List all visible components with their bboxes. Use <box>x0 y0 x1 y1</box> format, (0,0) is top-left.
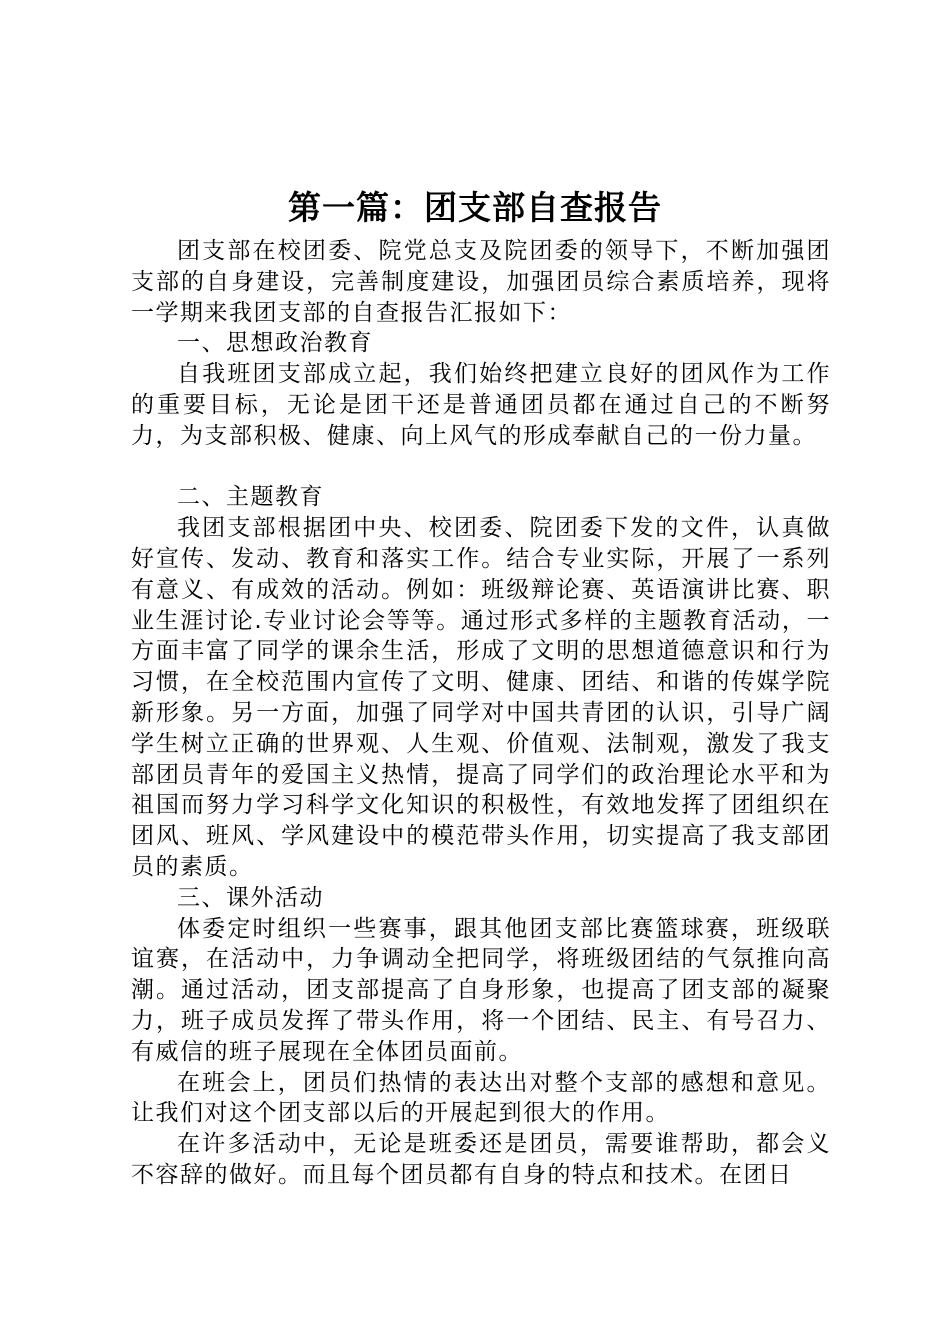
document-body <box>131 236 831 1191</box>
section-heading-ideology: 一、思想政治教育 <box>177 330 373 357</box>
section-paragraph-extracurricular-1: 体委定时组织一些赛事，跟其他团支部比赛篮球赛，班级联谊赛，在活动中，力争调动全把同学，将班级团结的气氛推向高潮。通过活动，团支部提高了自身形象，也提高了团支部的凝聚力，班子成员发挥了带头作用，将一个团结、民主、有号召力、有威信的班子展现在全体团员面前。 <box>131 915 831 1065</box>
section-paragraph-theme-education: 我团支部根据团中央、校团委、院团委下发的文件，认真做好宣传、发动、教育和落实工作。结合专业实际，开展了一系列有意义、有成效的活动。例如：班级辩论赛、英语演讲比赛、职业生涯讨论.专业讨论会等等。通过形式多样的主题教育活动，一方面丰富了同学的课余生活，形成了文明的思想道德意识和行为习惯，在全校范围内宣传了文明、健康、团结、和谐的传媒学院新形象。另一方面，加强了同学对中国共青团的认识，引导广阔学生树立正确的世界观、人生观、价值观、法制观，激发了我支部团员青年的爱国主义热情，提高了同学们的政治理论水平和为祖国而努力学习科学文化知识的积极性，有效地发挥了团组织在团风、班风、学风建设中的模范带头作用，切实提高了我支部团员的素质。 <box>131 515 831 880</box>
section-heading-extracurricular: 三、课外活动 <box>177 884 324 911</box>
intro-paragraph: 团支部在校团委、院党总支及院团委的领导下，不断加强团支部的自身建设，完善制度建设，加强团员综合素质培养，现将一学期来我团支部的自查报告汇报如下： <box>131 238 831 326</box>
document-title: 第一篇：团支部自查报告 <box>288 188 662 227</box>
section-heading-theme-education: 二、主题教育 <box>177 484 324 511</box>
blank-line <box>131 452 831 483</box>
section-paragraph-extracurricular-2: 在班会上，团员们热情的表达出对整个支部的感想和意见。让我们对这个团支部以后的开展起到很大的作用。 <box>131 1069 831 1127</box>
section-paragraph-ideology: 自我班团支部成立起，我们始终把建立良好的团风作为工作的重要目标，无论是团干还是普通团员都在通过自己的不断努力，为支部积极、健康、向上风气的形成奉献自己的一份力量。 <box>131 361 831 449</box>
section-paragraph-extracurricular-3: 在许多活动中，无论是班委还是团员，需要谁帮助，都会义不容辞的做好。而且每个团员都有自身的特点和技术。在团日 <box>131 1131 831 1188</box>
